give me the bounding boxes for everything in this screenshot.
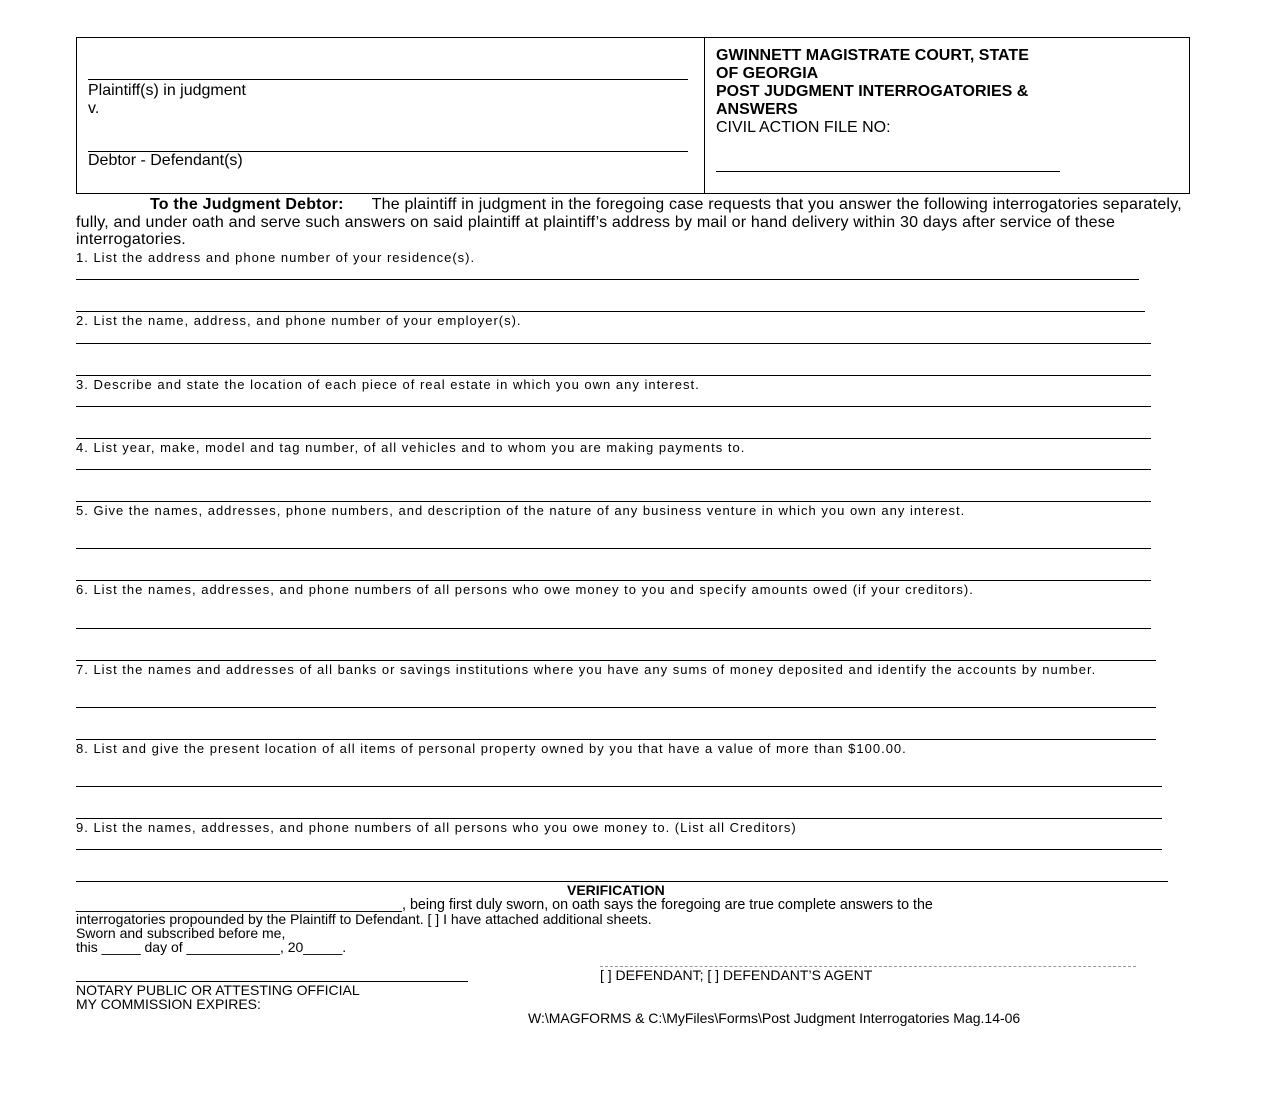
form-title-line1: POST JUDGMENT INTERROGATORIES & [716, 83, 1029, 100]
answer-line[interactable] [76, 786, 1162, 787]
verification-line3: Sworn and subscribed before me, [76, 925, 286, 941]
answer-line[interactable] [76, 548, 1151, 549]
form-title-line2: ANSWERS [716, 101, 798, 118]
verification-title: VERIFICATION [567, 882, 665, 898]
question-5: 5. Give the names, addresses, phone numbers, and description of the nature of any business venture in which you own any interest. [76, 503, 966, 518]
caption-divider [704, 38, 705, 193]
question-8: 8. List and give the present location of all items of personal property owned by you that have a value of more than $100.00. [76, 741, 907, 756]
answer-line[interactable] [76, 501, 1151, 502]
file-no-line[interactable] [716, 171, 1060, 172]
intro-body: The plaintiff in judgment in the foregoing case requests that you answer the following interrogatories separately, fully, and under oath and serve such answers on said plaintiff at plaintiff’s address by mail or hand delivery within 30 days after service of these interrogatories. [76, 196, 1182, 248]
answer-line[interactable] [76, 375, 1151, 376]
notary-label: NOTARY PUBLIC OR ATTESTING OFFICIAL [76, 982, 360, 998]
answer-line[interactable] [76, 343, 1151, 344]
answer-line[interactable] [76, 739, 1156, 740]
question-7: 7. List the names and addresses of all banks or savings institutions where you have any sums of money deposited and identify the accounts by number. [76, 662, 1097, 677]
answer-line[interactable] [76, 580, 1151, 581]
verification-line2: interrogatories propounded by the Plaintiff to Defendant. [ ] I have attached additional sheets. [76, 911, 652, 927]
question-3: 3. Describe and state the location of each piece of real estate in which you own any interest. [76, 377, 700, 392]
verification-line1: _________________________________________, being first duly sworn, on oath says the foregoing are true complete answers to the [76, 897, 933, 913]
answer-line[interactable] [76, 818, 1162, 819]
file-no-label: CIVIL ACTION FILE NO: [716, 119, 891, 136]
answer-line[interactable] [76, 628, 1151, 629]
answer-line[interactable] [76, 849, 1162, 850]
court-name-line1: GWINNETT MAGISTRATE COURT, STATE [716, 47, 1029, 64]
answer-line[interactable] [76, 279, 1139, 280]
versus-label: v. [88, 100, 100, 117]
defendant-label: Debtor - Defendant(s) [88, 152, 243, 169]
defendant-options[interactable]: [ ] DEFENDANT; [ ] DEFENDANT’S AGENT [600, 967, 873, 983]
question-9: 9. List the names, addresses, and phone numbers of all persons who you owe money to. (List all Creditors) [76, 820, 797, 835]
plaintiff-line[interactable] [88, 79, 688, 80]
commission-label: MY COMMISSION EXPIRES: [76, 996, 261, 1012]
answer-line[interactable] [76, 406, 1151, 407]
answer-line[interactable] [76, 469, 1151, 470]
answer-line[interactable] [76, 660, 1156, 661]
answer-line[interactable] [76, 707, 1156, 708]
plaintiff-label: Plaintiff(s) in judgment [88, 82, 246, 99]
question-4: 4. List year, make, model and tag number, of all vehicles and to whom you are making payments to. [76, 440, 746, 455]
intro-lead: To the Judgment Debtor: [150, 196, 344, 213]
court-name-line2: OF GEORGIA [716, 65, 819, 82]
intro-paragraph [76, 196, 1186, 249]
answer-line[interactable] [76, 438, 1151, 439]
verification-line4: this _____ day of ____________, 20_____. [76, 939, 347, 955]
answer-line[interactable] [76, 311, 1145, 312]
question-2: 2. List the name, address, and phone number of your employer(s). [76, 313, 522, 328]
file-path-footer: W:\MAGFORMS & C:\MyFiles\Forms\Post Judgment Interrogatories Mag.14-06 [528, 1010, 1021, 1026]
question-6: 6. List the names, addresses, and phone numbers of all persons who owe money to you and specify amounts owed (if your creditors). [76, 582, 974, 597]
question-1: 1. List the address and phone number of your residence(s). [76, 250, 476, 265]
